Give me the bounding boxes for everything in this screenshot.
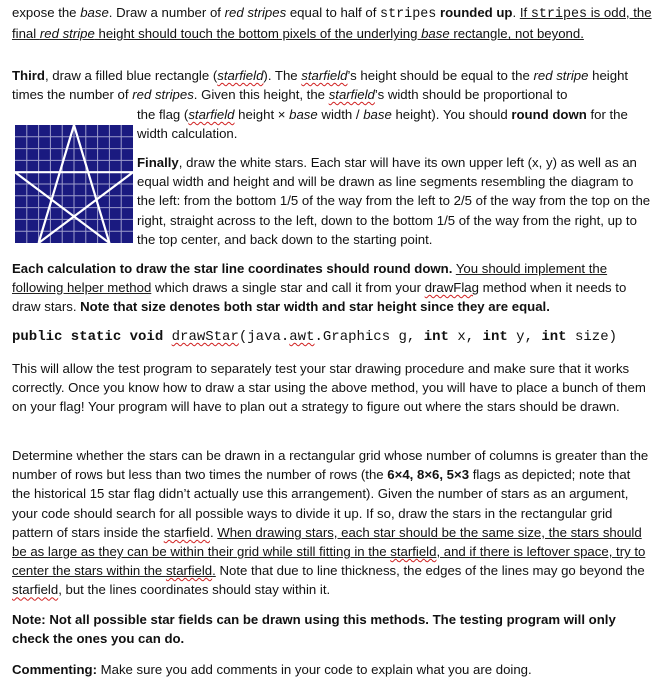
paragraph-starfield [12,66,652,104]
star-diagram-icon [15,125,133,243]
paragraph-red-stripes [12,3,652,43]
italic-term-starfield: starfield [328,87,375,103]
text: , draw a filled blue rectangle ( [44,68,218,83]
code-awt: awt [289,329,315,345]
paragraph-test-program [12,359,652,417]
text: . [512,5,520,20]
text: flags as depicted; note that the historical 15 star flag didn’t actually use this arrangement). Given the number of stars as an argument, your code should search for all possible ways to divide it up. If so, draw the stars in the rectangular grid pattern of stars inside the [12,467,631,540]
paragraph-helper-method [12,259,652,317]
paragraph-draw-stars [137,153,652,249]
text: height × [234,107,290,122]
italic-term-base: base [421,26,450,42]
bold-commenting: Commenting: [12,662,97,677]
code-text: x, [448,329,483,345]
text: height). You should [391,107,512,122]
text: , and if there is leftover space, try to center the stars within the [12,544,646,579]
text: If [519,5,531,20]
underlined-helper-method: You should implement the following helper method [12,261,608,296]
text: which draws a single star and call it from your [151,280,425,296]
term-drawflag: drawFlag [424,280,479,296]
text: Note that due to line thickness, the edges of the lines may go beyond the [215,563,645,579]
text: height should touch the bottom pixels of the underlying [94,26,422,42]
code-text: .Graphics g, [314,329,424,345]
code-keyword-int: int [541,329,567,345]
text: ). The [263,68,302,83]
text: the flag ( [137,107,189,122]
italic-term-red-stripes: red stripes [224,5,287,20]
bold-note: Note: Not all possible star fields can be drawn using this methods. The testing program will only check the ones you can do. [12,612,616,647]
bold-flag-sizes: 6×4, 8×6, 5×3 [387,467,470,483]
text: Make sure you add comments in your code to explain what you are doing. [96,662,532,677]
term-starfield: starfield [163,524,210,540]
paragraph-flag-proportion [137,105,652,143]
term-starfield: starfield [390,544,437,560]
code-term-stripes: stripes [380,7,437,22]
code-keywords: public static void [12,329,164,345]
italic-term-red-stripe: red stripe [533,68,589,83]
text: When drawing stars, each star should be the same size, the stars should be as large as they can be within their grid while still fitting in the [12,524,642,560]
code-text: y, [507,329,542,345]
italic-term-starfield: starfield [301,68,348,83]
italic-term-base: base [80,5,109,20]
code-term-stripes: stripes [530,7,588,22]
text: equal to half of [286,5,381,20]
text: , but the lines coordinates should stay within it. [58,582,331,598]
italic-term-starfield: starfield [217,68,264,83]
text: . [209,524,218,540]
paragraph-grid-layout [12,446,652,600]
text: Determine whether the stars can be drawn in a rectangular grid whose number of columns is greater than the number of rows but less than two times the number of rows (the [12,448,649,483]
text: method when it needs to draw stars. [12,280,627,315]
italic-term-red-stripes: red stripes [132,87,194,103]
text: rectangle, not beyond. [449,26,584,42]
code-keyword-int: int [423,329,449,345]
code-signature [12,328,652,347]
bold-round-down-rule: Each calculation to draw the star line coordinates should round down. [12,261,453,276]
bold-finally: Finally [137,155,179,170]
text: for the width calculation. [137,107,628,142]
paragraph-commenting [12,660,652,679]
paragraph-note [12,610,652,648]
text: width / [317,107,364,122]
text: ’s width should be proportional to [374,87,568,103]
bold-round-down: round down [511,107,587,122]
text: , draw the white stars. Each star will have its own upper left (x, y) as well as an equal width and height and will be drawn as line segments resembling the diagram to the left: from the bottom 1/5 of the way from the left to 2/5 of the way from the top on the right, straight across to the left, down to the bottom 1/5 of the way from the right, up to the top center, and back down to the starting point. [137,155,651,247]
bold-size-note: Note that size denotes both star width and star height since they are equal. [80,299,550,315]
italic-term-base: base [363,107,392,122]
term-starfield: starfield [12,582,59,598]
code-text: (java. [238,329,290,345]
text: ’s height should be equal to the [347,68,534,83]
bold-rounded-up: rounded up [439,5,513,20]
text: . [212,563,216,579]
text: expose the [12,5,81,20]
text: . Draw a number of [108,5,225,20]
code-keyword-int: int [482,329,508,345]
text: height times the number of [12,68,629,103]
italic-term-base: base [289,107,318,122]
italic-term-starfield: starfield [188,107,235,122]
text: is odd, the final [12,5,652,42]
text: . Given this height, the [193,87,329,103]
code-text: size) [566,329,618,345]
code-method-name: drawStar [171,329,239,345]
italic-term-red-stripe: red stripe [39,26,95,42]
text: This will allow the test program to separately test your star drawing procedure and make sure that it works correctly. Once you know how to draw a star using the above method, you will have to place a bunch of them on your flag! Your program will have to plan out a strategy to figure out where the stars should be drawn. [12,361,646,415]
bold-third: Third [12,68,45,83]
term-starfield: starfield [165,563,213,579]
